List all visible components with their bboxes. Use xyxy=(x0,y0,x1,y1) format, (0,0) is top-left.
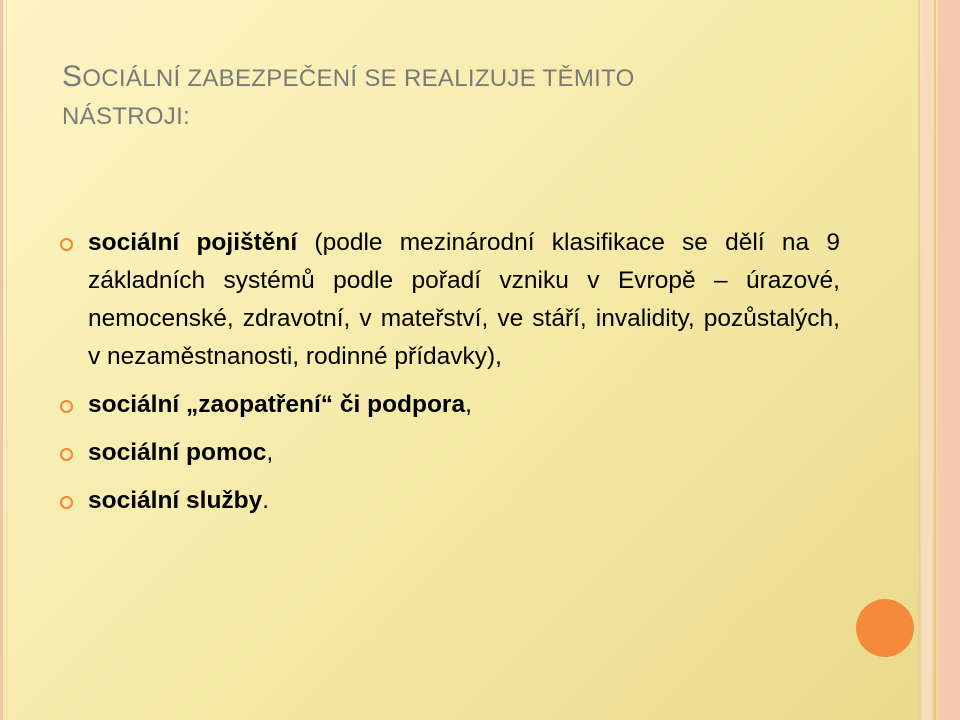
item-term: sociální „zaopatření“ či podpora xyxy=(88,391,466,418)
title-initial: S xyxy=(62,60,83,93)
right-decorative-bands xyxy=(918,0,960,720)
right-band-2 xyxy=(922,0,932,720)
right-band-1 xyxy=(918,0,920,720)
hollow-circle-bullet-icon xyxy=(60,400,73,413)
item-term: sociální pomoc xyxy=(88,439,267,466)
orange-circle-decoration xyxy=(856,599,914,657)
item-text: . xyxy=(262,487,270,514)
list-item xyxy=(60,434,840,472)
bullet-list xyxy=(60,224,840,520)
right-band-4 xyxy=(938,0,960,720)
item-text: (podle mezinárodní klasifikace se dělí na 9 základních systémů podle pořadí vzniku v Evropě – úrazové, nemocenské, zdravotní, v mateřství, ve stáří, invalidity, pozůstalých, v nezaměstnanosti, rodinné přídavky), xyxy=(88,229,840,370)
item-text: , xyxy=(266,439,274,466)
title-line-1: OCIÁLNÍ ZABEZPEČENÍ SE REALIZUJE TĚMITO xyxy=(82,65,635,92)
hollow-circle-bullet-icon xyxy=(60,238,73,251)
left-border-stripe xyxy=(0,0,3,720)
title-line-2: NÁSTROJI: xyxy=(62,103,191,130)
hollow-circle-bullet-icon xyxy=(60,496,73,509)
item-text: , xyxy=(465,391,472,418)
list-item xyxy=(60,482,840,520)
hollow-circle-bullet-icon xyxy=(60,448,73,461)
list-item xyxy=(60,386,840,424)
left-border-stripe-thin xyxy=(6,0,7,720)
right-band-3 xyxy=(934,0,936,720)
item-term: sociální služby xyxy=(88,487,263,514)
list-item xyxy=(60,224,840,376)
slide-title xyxy=(62,54,882,135)
item-term: sociální pojištění xyxy=(88,229,298,256)
